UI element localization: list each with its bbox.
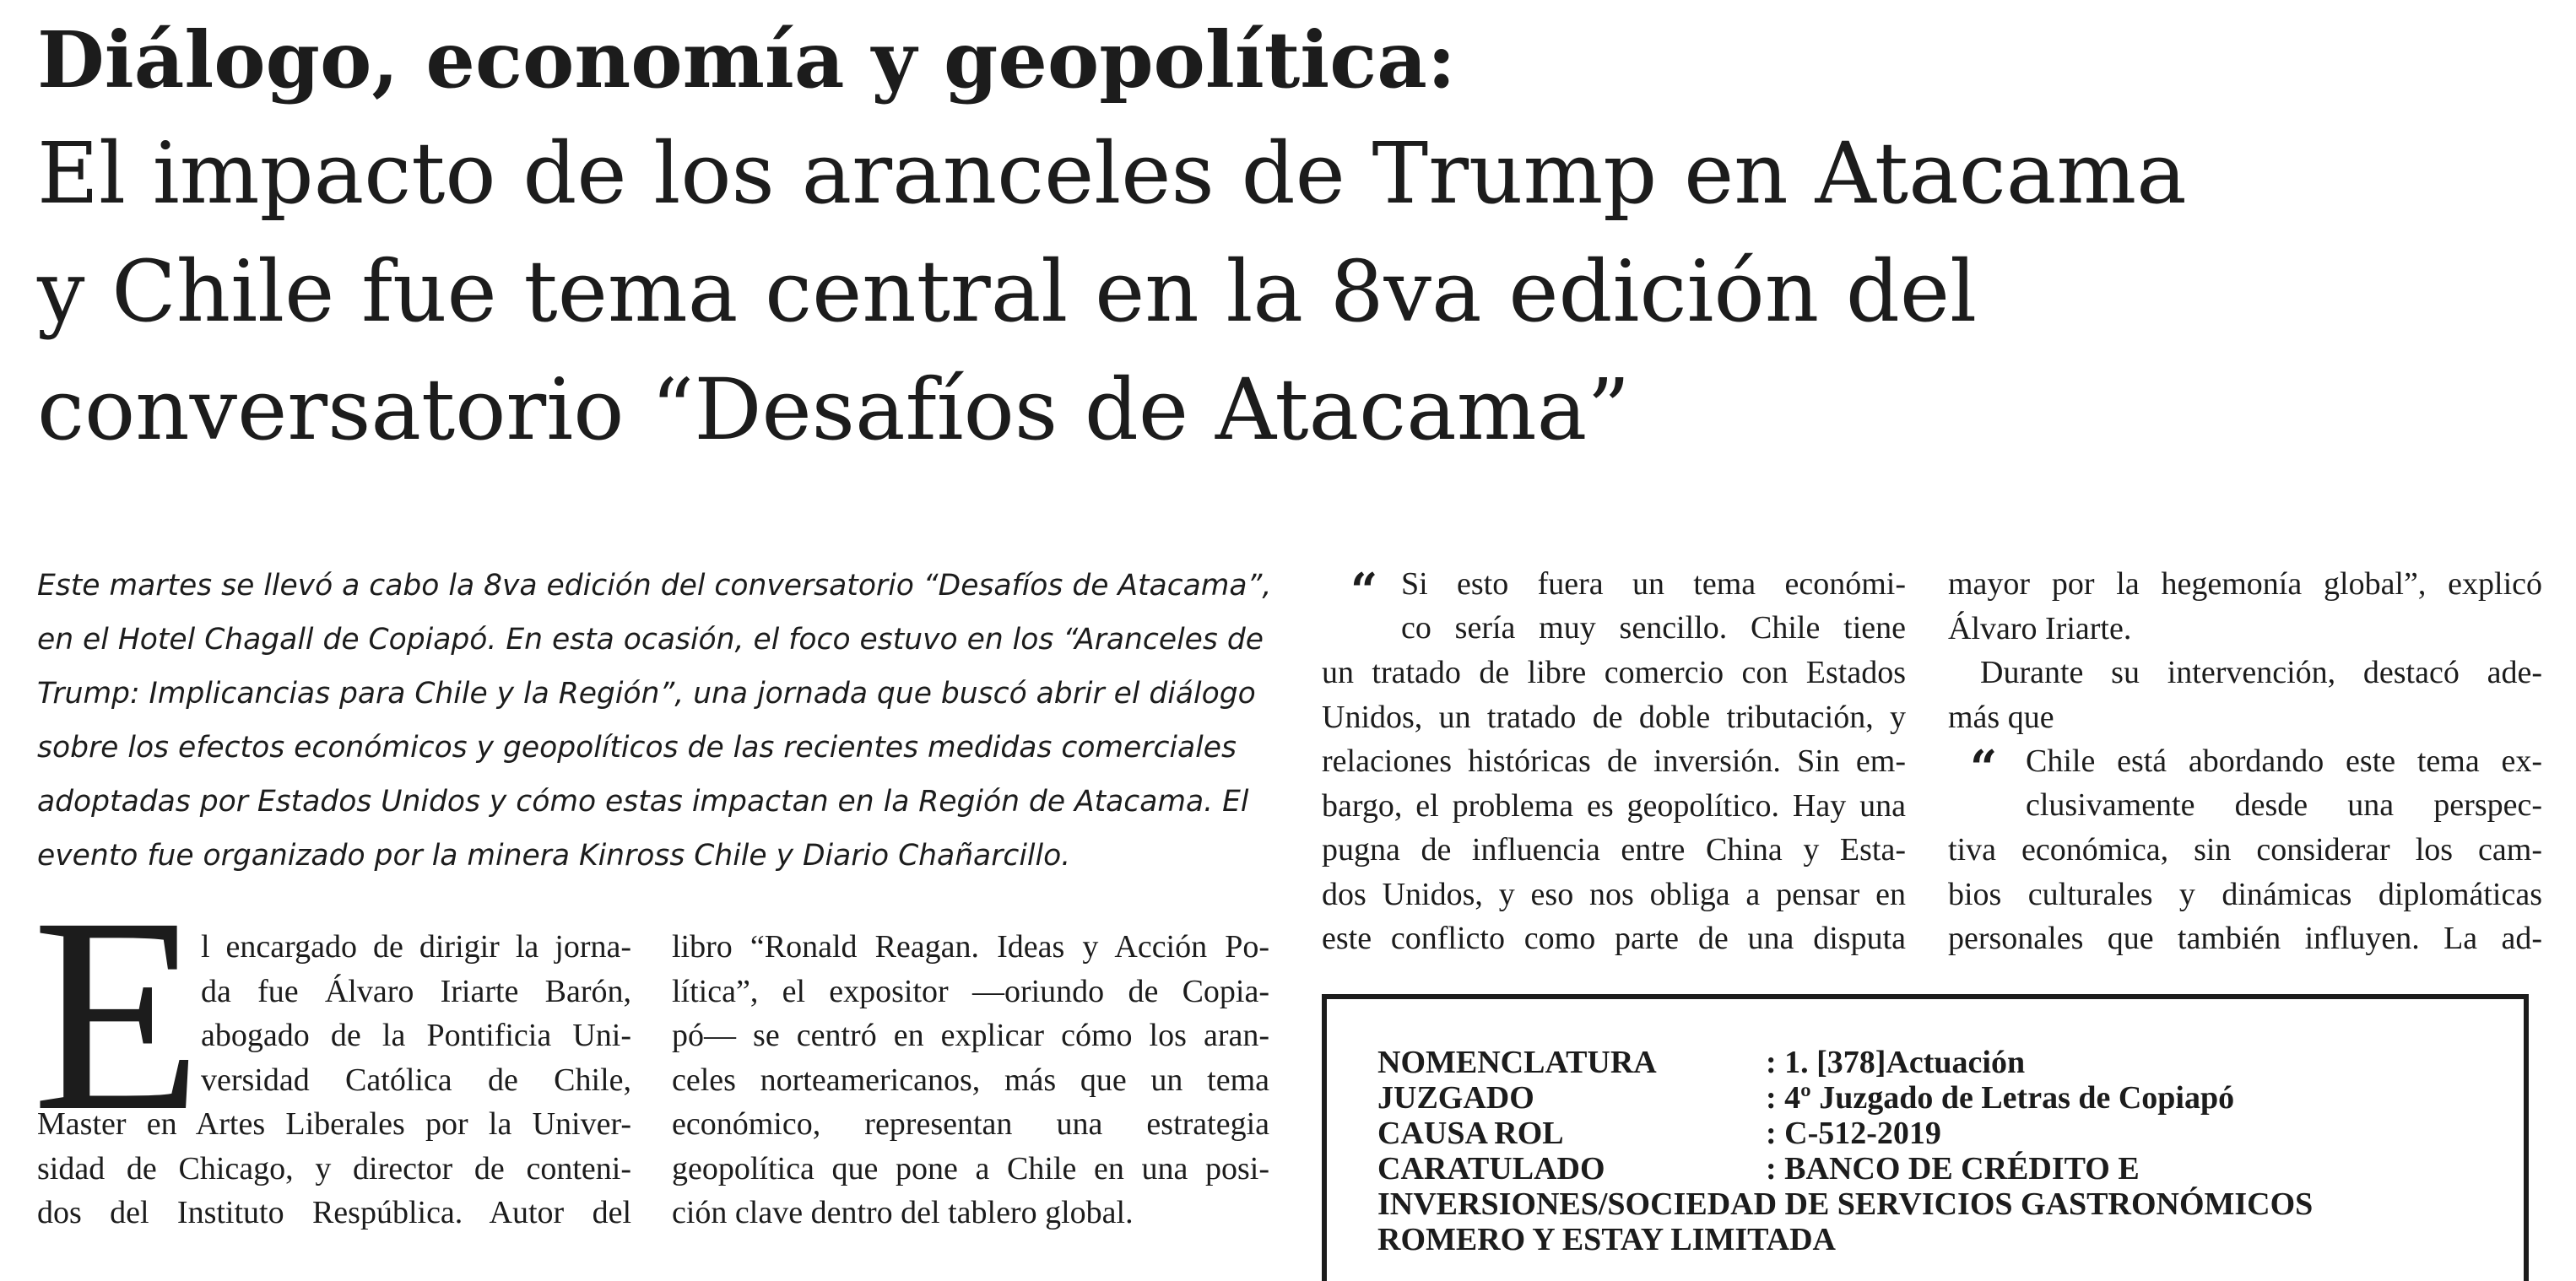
body-column-4-top: [1948, 562, 2542, 651]
body-column-4-quote-indent: [2026, 783, 2542, 828]
body-column-4-quote: [1948, 828, 2542, 961]
body-line: lítica”, el expositor —oriundo de Copia-: [672, 973, 1269, 1009]
body-line: un tratado de libre comercio con Estados: [1322, 655, 1906, 690]
body-line: más que: [1948, 700, 2054, 735]
notice-row: [1377, 1116, 2508, 1151]
legal-notice-body: [1377, 1045, 2508, 1257]
body-column-4-para-end: [1948, 695, 2542, 740]
notice-row: [1377, 1151, 2508, 1186]
lead-paragraph: [37, 559, 1272, 883]
legal-notice-box: [1322, 994, 2529, 1281]
lead-line: adoptadas por Estados Unidos y cómo estas impactan en la Región de Atacama. El: [37, 785, 1249, 819]
body-line: relaciones históricas de inversión. Sin em-: [1322, 743, 1906, 779]
kicker-title: Diálogo, economía y geopolítica:: [37, 14, 1456, 105]
notice-value: : 1. [378]Actuación: [1766, 1045, 2026, 1080]
body-line: dos del Instituto Respública. Autor del: [37, 1195, 631, 1230]
body-column-4-quote-first: [2026, 739, 2542, 784]
notice-key: NOMENCLATURA: [1377, 1045, 1657, 1080]
body-line: sidad de Chicago, y director de conteni-: [37, 1150, 631, 1186]
body-line: este conflicto como parte de una disputa: [1322, 921, 1906, 956]
body-line: tiva económica, sin considerar los cam-: [1948, 832, 2542, 868]
body-line: bargo, el problema es geopolítico. Hay una: [1322, 787, 1906, 824]
body-line: versidad Católica de Chile,: [201, 1062, 631, 1098]
body-column-1-top: [201, 925, 631, 1102]
body-line: clusivamente desde una perspec-: [2026, 787, 2542, 823]
body-line: libro “Ronald Reagan. Ideas y Acción Po-: [672, 929, 1269, 965]
lead-line: evento fue organizado por la minera Kinross Chile y Diario Chañarcillo.: [37, 839, 1071, 873]
notice-continuation: ROMERO Y ESTAY LIMITADA: [1377, 1222, 1836, 1257]
body-line: l encargado de dirigir la jorna-: [201, 929, 631, 965]
body-line: abogado de la Pontificia Uni-: [201, 1018, 631, 1053]
body-line: Master en Artes Liberales por la Univer-: [37, 1106, 631, 1142]
body-column-1-bottom: [37, 1102, 631, 1235]
body-line: económico, representan una estrategia: [672, 1106, 1269, 1142]
notice-key: CARATULADO: [1377, 1151, 1605, 1186]
body-line: celes norteamericanos, más que un tema: [672, 1062, 1269, 1098]
body-line: co sería muy sencillo. Chile tiene: [1401, 610, 1906, 646]
body-line: Unidos, un tratado de doble tributación, y: [1322, 699, 1906, 735]
body-line: da fue Álvaro Iriarte Barón,: [201, 973, 631, 1009]
body-line: Álvaro Iriarte.: [1948, 610, 2132, 646]
notice-key: JUZGADO: [1377, 1080, 1534, 1116]
body-line: pó— se centró en explicar cómo los aran-: [672, 1018, 1269, 1053]
body-line: Chile está abordando este tema ex-: [2026, 743, 2542, 779]
body-column-3-indent: [1401, 606, 1906, 651]
quote-mark-icon: “: [1350, 563, 1378, 619]
body-column-3-top: [1401, 562, 1906, 607]
body-line: ción clave dentro del tablero global.: [672, 1195, 1134, 1230]
notice-value: : C-512-2019: [1766, 1116, 1941, 1151]
body-column-3: [1322, 651, 1906, 961]
lead-line: Trump: Implicancias para Chile y la Región”, una jornada que buscó abrir el diálogo: [37, 677, 1256, 711]
notice-row: [1377, 1080, 2508, 1116]
body-line: geopolítica que pone a Chile en una posi-: [672, 1150, 1269, 1186]
body-line: personales que también influyen. La ad-: [1948, 921, 2542, 956]
body-line: dos Unidos, y eso nos obliga a pensar en: [1322, 876, 1906, 912]
notice-value: : BANCO DE CRÉDITO E: [1766, 1151, 2140, 1186]
body-line: Durante su intervención, destacó ade-: [1980, 655, 2542, 690]
lead-line: sobre los efectos económicos y geopolíticos de las recientes medidas comerciales: [37, 731, 1237, 765]
notice-key: CAUSA ROL: [1377, 1116, 1564, 1151]
notice-continuation: INVERSIONES/SOCIEDAD DE SERVICIOS GASTRONÓMICOS: [1377, 1186, 2314, 1222]
body-line: Si esto fuera un tema económi-: [1401, 566, 1906, 602]
headline-line: y Chile fue tema central en la 8va edición del: [37, 242, 1978, 341]
headline: [37, 115, 2535, 469]
headline-line: El impacto de los aranceles de Trump en Atacama: [37, 124, 2187, 223]
quote-mark-icon: “: [1970, 740, 1998, 796]
drop-cap: E: [32, 861, 203, 1169]
lead-line: Este martes se llevó a cabo la 8va edición del conversatorio “Desafíos de Atacama”,: [37, 569, 1272, 603]
body-column-2: [672, 925, 1269, 1235]
body-column-4-para: [1980, 651, 2542, 695]
body-line: pugna de influencia entre China y Esta-: [1322, 832, 1906, 868]
headline-line: conversatorio “Desafíos de Atacama”: [37, 360, 1631, 459]
notice-row: [1377, 1045, 2508, 1080]
lead-line: en el Hotel Chagall de Copiapó. En esta ocasión, el foco estuvo en los “Aranceles de: [37, 623, 1264, 657]
body-line: bios culturales y dinámicas diplomáticas: [1948, 876, 2542, 912]
notice-value: : 4º Juzgado de Letras de Copiapó: [1766, 1080, 2235, 1116]
body-line: mayor por la hegemonía global”, explicó: [1948, 566, 2542, 602]
